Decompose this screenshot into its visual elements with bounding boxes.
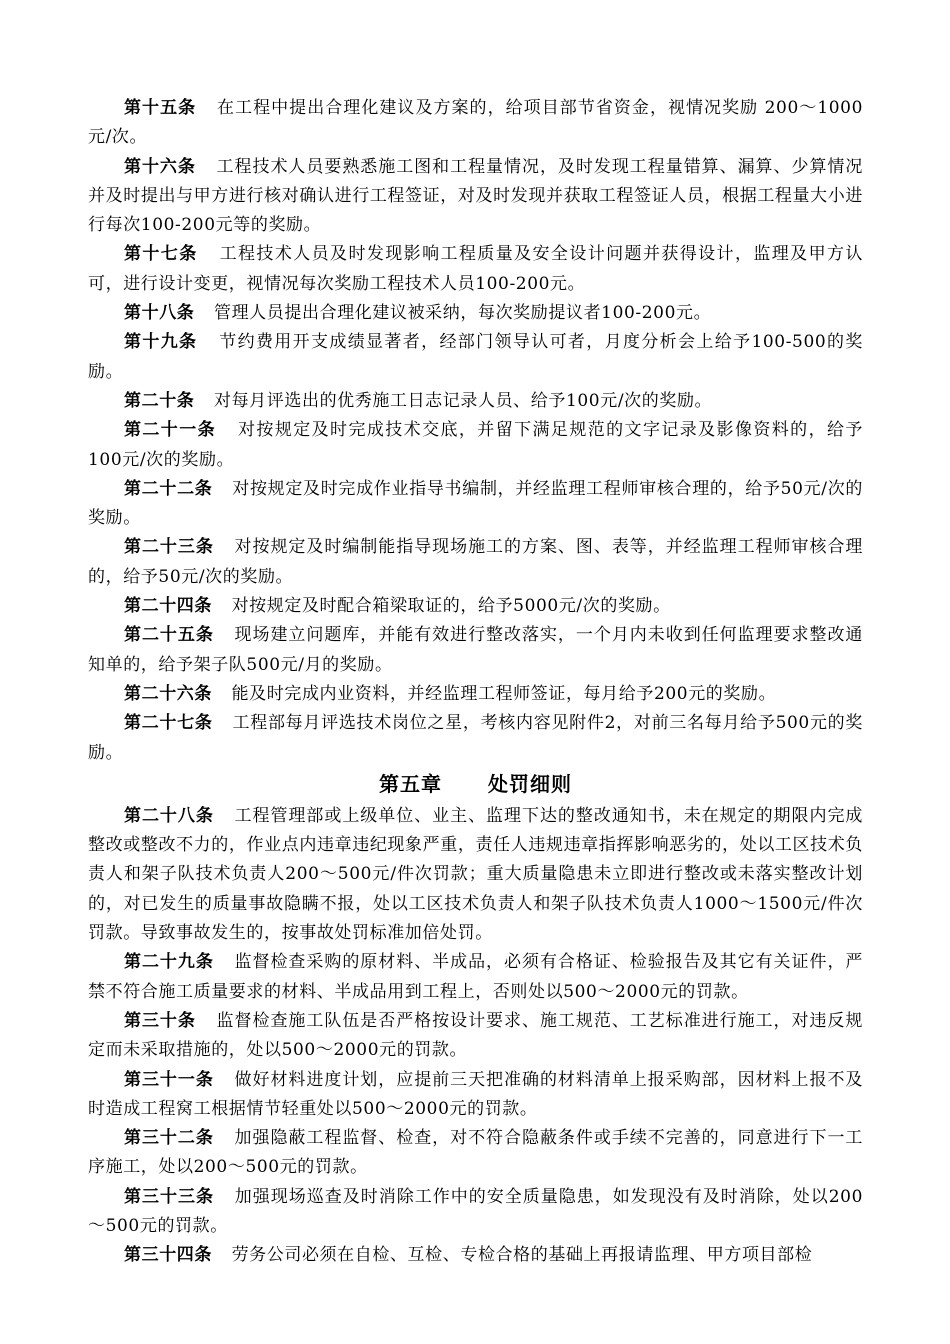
article-number: 第二十二条 (124, 478, 213, 499)
article-text: 加强现场巡查及时消除工作中的安全质量隐患，如发现没有及时消除，处以200～500元的罚款。 (88, 1186, 864, 1236)
article-text: 对按规定及时配合箱梁取证的，给予5000元/次的奖励。 (231, 596, 671, 617)
article-paragraph (88, 153, 863, 241)
article-text: 管理人员提出合理化建议被采纳，每次奖励提议者100-200元。 (213, 303, 712, 324)
article-text: 劳务公司必须在自检、互检、专检合格的基础上再报请监理、甲方项目部检 (231, 1245, 813, 1266)
article-text: 对按规定及时编制能指导现场施工的方案、图、表等，并经监理工程师审核合理的，给予50元/次的奖励。 (88, 537, 864, 587)
article-text: 工程管理部或上级单位、业主、监理下达的整改通知书，未在规定的期限内完成整改或整改不力的，作业点内违章违纪现象严重，责任人违规违章指挥影响恶劣的，处以工区技术负责人和架子队技术负责人200～500元/件次罚款；重大质量隐患未立即进行整改或未落实整改计划的，对已发生的质量事故隐瞒不报，处以工区技术负责人和架子队技术负责人1000～1500元/件次罚款。导致事故发生的，按事故处罚标准加倍处罚。 (88, 805, 864, 944)
article-number: 第二十四条 (124, 596, 212, 617)
article-paragraph (88, 948, 863, 1007)
article-paragraph (88, 1241, 863, 1270)
article-number: 第二十一条 (124, 420, 217, 441)
article-text: 在工程中提出合理化建议及方案的，给项目部节省资金，视情况奖励 200～1000元/次。 (88, 98, 863, 148)
article-number: 第三十三条 (124, 1186, 214, 1207)
article-paragraph (88, 240, 863, 299)
article-text: 对按规定及时完成技术交底，并留下满足规范的文字记录及影像资料的，给予100元/次的奖励。 (88, 420, 863, 470)
article-text: 监督检查施工队伍是否严格按设计要求、施工规范、工艺标准进行施工，对违反规定而未采取措施的，处以500～2000元的罚款。 (88, 1010, 863, 1061)
article-paragraph (88, 621, 863, 680)
article-text: 节约费用开支成绩显著者，经部门领导认可者，月度分析会上给予100-500的奖励。 (88, 332, 863, 382)
article-paragraph (88, 387, 863, 416)
article-number: 第二十七条 (124, 713, 213, 734)
article-number: 第三十四条 (124, 1245, 212, 1266)
article-number: 第二十八条 (124, 805, 214, 826)
article-paragraph (88, 299, 863, 328)
article-text: 工程技术人员及时发现影响工程质量及安全设计问题并获得设计，监理及甲方认可，进行设计变更，视情况每次奖励工程技术人员100-200元。 (88, 244, 863, 294)
chapter-title: 处罚细则 (488, 771, 572, 796)
article-paragraph (88, 1007, 863, 1066)
article-paragraph (88, 94, 863, 153)
article-number: 第二十六条 (124, 683, 212, 704)
article-text: 加强隐蔽工程监督、检查，对不符合隐蔽条件或手续不完善的，同意进行下一工序施工，处以200～500元的罚款。 (88, 1128, 864, 1178)
article-paragraph (88, 533, 863, 592)
article-text: 对每月评选出的优秀施工日志记录人员、给予100元/次的奖励。 (213, 390, 713, 411)
article-paragraph (88, 802, 863, 948)
article-text: 能及时完成内业资料，并经监理工程师签证，每月给予200元的奖励。 (231, 683, 777, 704)
article-text: 现场建立问题库，并能有效进行整改落实，一个月内未收到任何监理要求整改通知单的，给予架子队500元/月的奖励。 (88, 625, 864, 675)
article-number: 第十九条 (124, 332, 198, 353)
article-number: 第三十二条 (124, 1128, 214, 1149)
article-number: 第二十九条 (124, 952, 214, 973)
article-paragraph (88, 680, 863, 709)
article-number: 第十七条 (124, 244, 198, 265)
article-number: 第二十三条 (124, 537, 214, 558)
article-paragraph (88, 416, 863, 475)
article-text: 工程部每月评选技术岗位之星，考核内容见附件2，对前三名每月给予500元的奖励。 (88, 713, 863, 763)
article-paragraph (88, 709, 863, 768)
article-text: 监督检查采购的原材料、半成品，必须有合格证、检验报告及其它有关证件，严禁不符合施工质量要求的材料、半成品用到工程上，否则处以500～2000元的罚款。 (88, 952, 864, 1002)
article-number: 第十八条 (124, 303, 195, 324)
article-number: 第二十条 (124, 390, 195, 411)
article-paragraph (88, 592, 863, 621)
article-number: 第十六条 (124, 156, 196, 177)
document-body (88, 94, 863, 1271)
article-paragraph (88, 1124, 863, 1183)
article-paragraph (88, 328, 863, 387)
article-paragraph (88, 475, 863, 534)
article-number: 第三十一条 (124, 1069, 214, 1090)
article-paragraph (88, 1183, 863, 1242)
article-text: 对按规定及时完成作业指导书编制，并经监理工程师审核合理的，给予50元/次的奖励。 (88, 478, 863, 529)
article-number: 第二十五条 (124, 625, 214, 646)
article-number: 第三十条 (124, 1010, 196, 1031)
chapter-number: 第五章 (379, 771, 442, 796)
article-text: 做好材料进度计划，应提前三天把准确的材料清单上报采购部，因材料上报不及时造成工程窝工根据情节轻重处以500～2000元的罚款。 (88, 1069, 864, 1119)
chapter-heading (88, 770, 863, 799)
article-number: 第十五条 (124, 98, 197, 118)
article-paragraph (88, 1066, 863, 1125)
article-text: 工程技术人员要熟悉施工图和工程量情况，及时发现工程量错算、漏算、少算情况并及时提出与甲方进行核对确认进行工程签证，对及时发现并获取工程签证人员，根据工程量大小进行每次100-200元等的奖励。 (88, 156, 863, 236)
